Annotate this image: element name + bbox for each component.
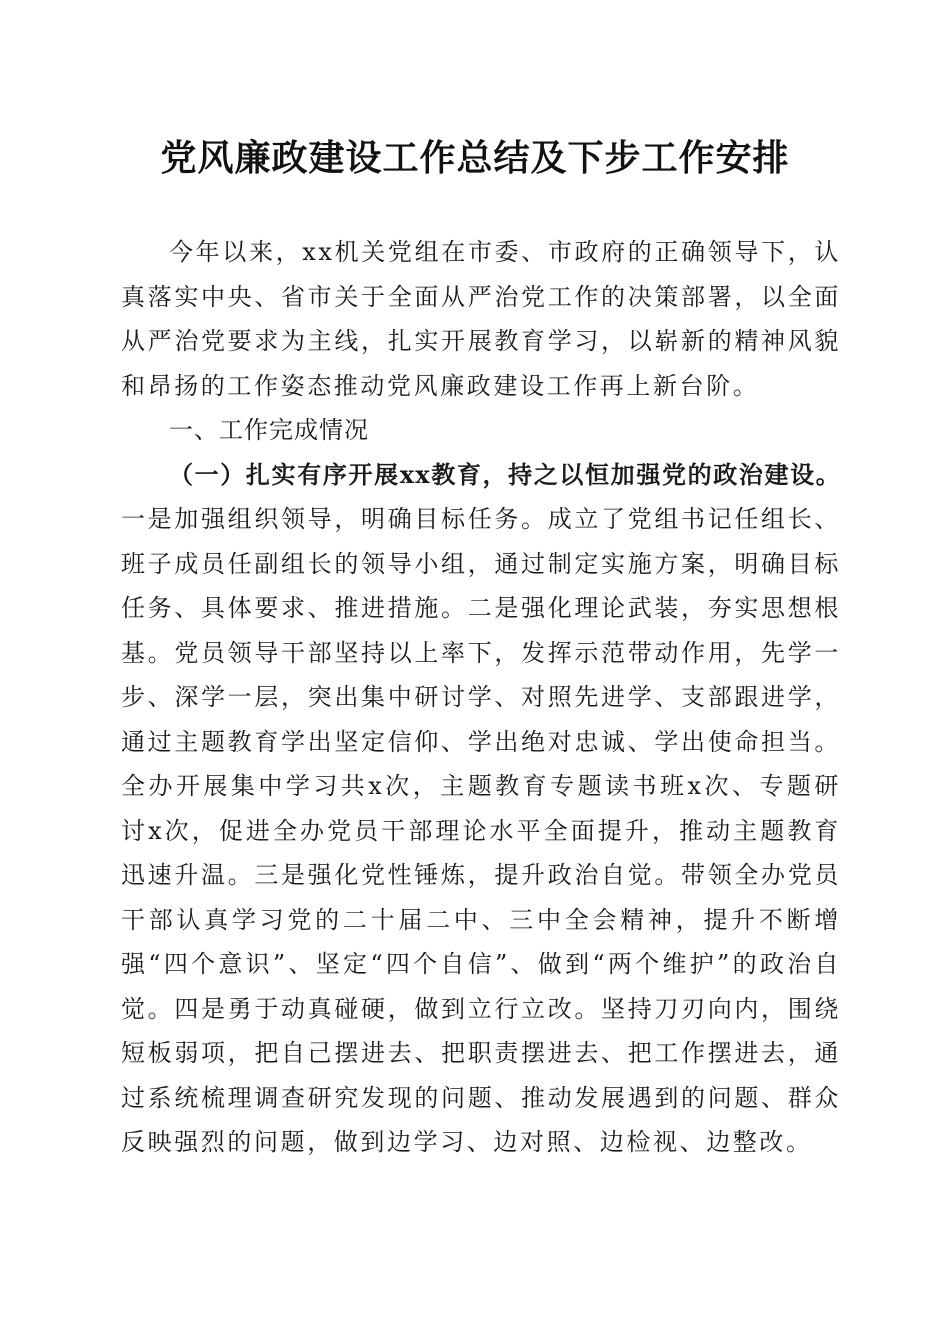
subsection-body: 一是加强组织领导，明确目标任务。成立了党组书记任组长、班子成员任副组长的领导小组，通过制定实施方案，明确目标任务、具体要求、推进措施。二是强化理论武装，夯实思想根基。党员领导干部坚持以上率下，发挥示范带动作用，先学一步、深学一层，突出集中研讨学、对照先进学、支部跟进学，通过主题教育学出坚定信仰、学出绝对忠诚、学出使命担当。全办开展集中学习共x次，主题教育专题读书班x次、专题研讨x次，促进全办党员干部理论水平全面提升，推动主题教育迅速升温。三是强化党性锤炼，提升政治自觉。带领全办党员干部认真学习党的二十届二中、三中全会精神，提升不断增强“四个意识”、坚定“四个自信”、做到“两个维护”的政治自觉。四是勇于动真碰硬，做到立行立改。坚持刀刃向内，围绕短板弱项，把自己摆进去、把职责摆进去、把工作摆进去，通过系统梳理调查研究发现的问题、推动发展遇到的问题、群众反映强烈的问题，做到边学习、边对照、边检视、边整改。 [121,505,841,1156]
subsection-heading: （一）扎实有序开展xx教育，持之以恒加强党的政治建设。 [169,459,841,489]
subsection-paragraph [121,453,841,1165]
section-heading-work-completion: 一、工作完成情况 [169,416,369,444]
intro-paragraph: 今年以来，xx机关党组在市委、市政府的正确领导下，认真落实中央、省市关于全面从严治党工作的决策部署，以全面从严治党要求为主线，扎实开展教育学习，以崭新的精神风貌和昂扬的工作姿态推动党风廉政建设工作再上新台阶。 [121,238,841,400]
document-title: 党风廉政建设工作总结及下步工作安排 [160,137,790,179]
document-body [121,230,841,1165]
